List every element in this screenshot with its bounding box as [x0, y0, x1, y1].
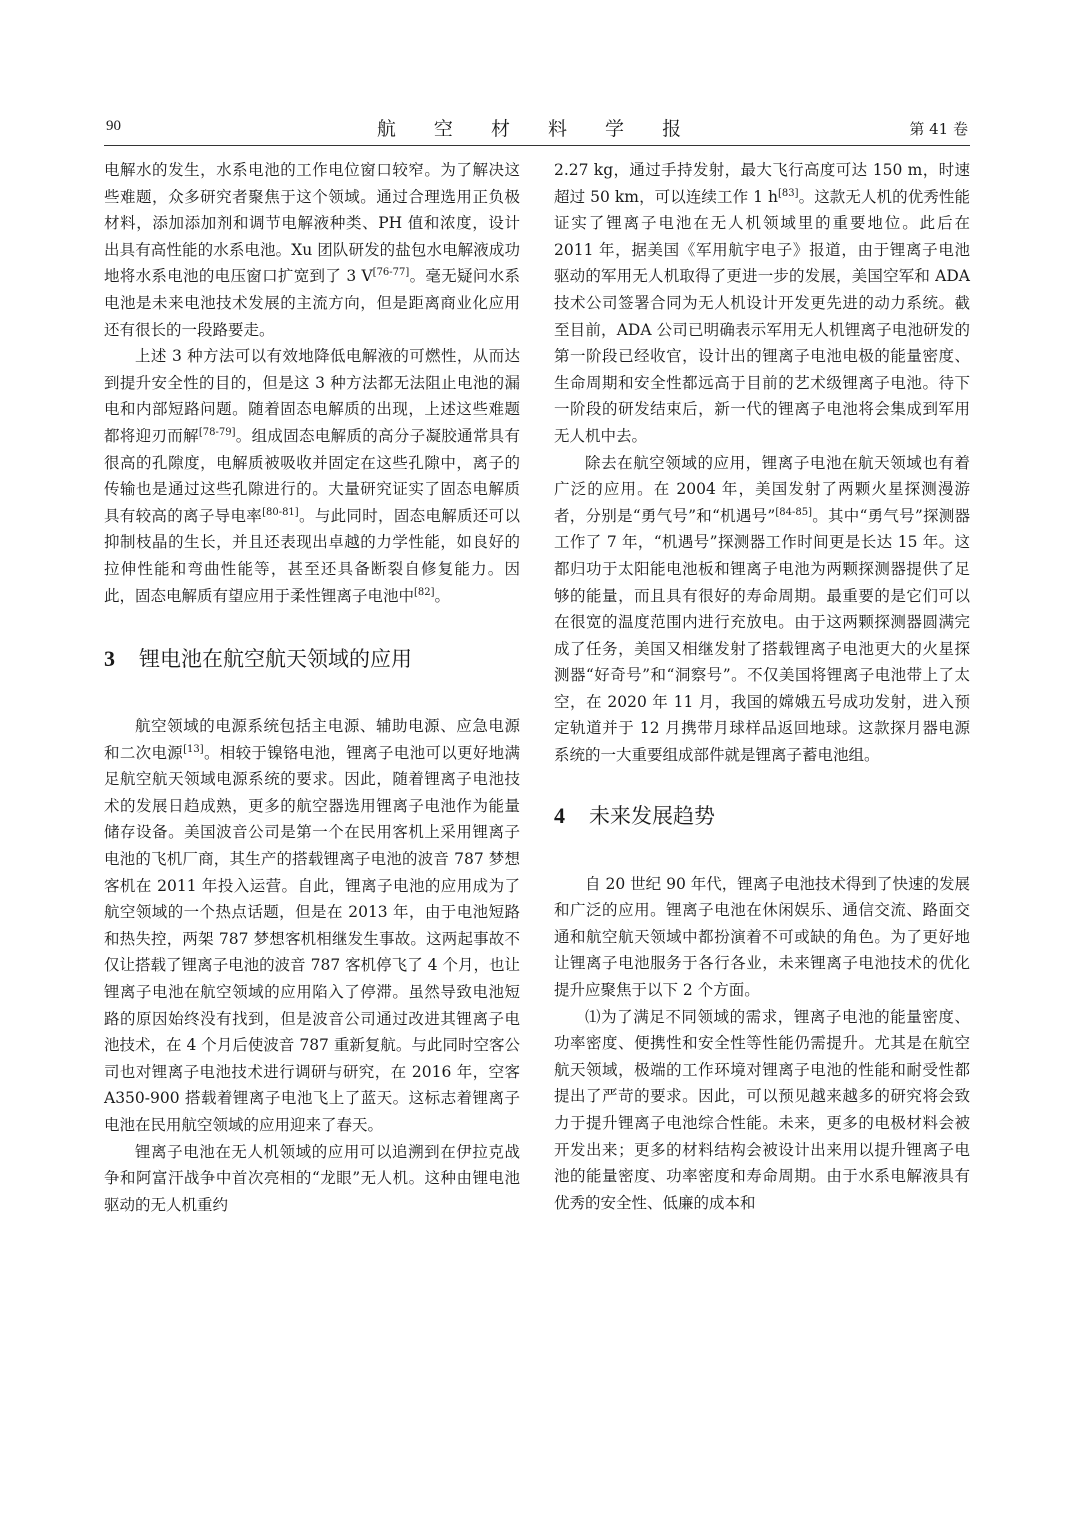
section-heading	[554, 799, 970, 835]
text-run: 2.27 kg，通过手持发射，最大飞行高度可达 150 m，时速超过 50 km，可以连续工作 1 h	[554, 161, 970, 206]
paragraph	[554, 157, 970, 450]
text-run: 。其中“勇气号”探测器工作了 7 年，“机遇号”探测器工作时间更是长达 15 年。这都归功于太阳能电池板和锂离子电池为两颗探测器提供了足够的能量，而且具有很好的寿命周期。最重要的是它们可以在很宽的温度范围内进行充放电。由于这两颗探测器圆满完成了任务，美国又相继发射了搭载锂离子电池更大的火星探测器“好奇号”和“洞察号”。不仅美国将锂离子电池带上了太空，在 2020 年 11 月，我国的嫦娥五号成功发射，进入预定轨道并于 12 月携带月球样品返回地球。这款探月器电源系统的一大重要组成部件就是锂离子蓄电池组。	[554, 506, 970, 765]
citation[interactable]: [84-85]	[775, 506, 812, 518]
citation[interactable]: [83]	[778, 187, 799, 199]
text-run: 。相较于镍铬电池，锂离子电池可以更好地满足航空航天领域电源系统的要求。因此，随着锂离子电池技术的发展日趋成熟，更多的航空器选用锂离子电池作为能量储存设备。美国波音公司是第一个在民用客机上采用锂离子电池的飞机厂商，其生产的搭载锂离子电池的波音 787 梦想客机在 2011 年投入运营。自此，锂离子电池的应用成为了航空领域的一个热点话题，但是在 2013 年，由于电池短路和热失控，两架 787 梦想客机相继发生事故。这两起事故不仅让搭载了锂离子电池的波音 787 客机停飞了 4 个月，也让锂离子电池在航空领域的应用陷入了停滞。虽然导致电池短路的原因始终没有找到，但是波音公司通过改进其锂离子电池技术，在 4 个月后使波音 787 重新复航。与此同时空客公司也对锂离子电池技术进行调研与研究，在 2016 年，空客 A350-900 搭载着锂离子电池飞上了蓝天。这标志着锂离子电池在民用航空领域的应用迎来了春天。	[104, 743, 520, 1134]
left-column	[104, 157, 520, 1218]
journal-title: 航 空 材 料 学 报	[376, 118, 698, 140]
text-run: 除去在航空领域的应用，锂离子电池在航天领域也有着广泛的应用。在 2004 年，美国发射了两颗火星探测漫游者，分别是“勇气号”和“机遇号”	[554, 453, 970, 525]
paragraph	[104, 157, 520, 343]
section-heading	[104, 641, 520, 677]
paragraph: ⑴为了满足不同领域的需求，锂离子电池的能量密度、功率密度、便携性和安全性等性能仍需提升。尤其是在航空航天领域，极端的工作环境对锂离子电池的性能和耐受性都提出了严苛的要求。因此，可以预见越来越多的研究将会致力于提升锂离子电池综合性能。未来，更多的电极材料会被开发出来；更多的材料结构会被设计出来用以提升锂离子电池的能量密度、功率密度和寿命周期。由于水系电解液具有优秀的安全性、低廉的成本和	[554, 1007, 970, 1212]
text-run: 。	[434, 586, 451, 605]
citation[interactable]: [80-81]	[262, 506, 299, 518]
section-number: 3	[104, 645, 115, 671]
section-number: 4	[554, 803, 565, 829]
paragraph	[104, 343, 520, 609]
section-title: 未来发展趋势	[589, 804, 715, 829]
citation[interactable]: [82]	[414, 586, 435, 598]
text-run: 。与此同时，固态电解质还可以抑制枝晶的生长，并且还表现出卓越的力学性能，如良好的拉伸性能和弯曲性能等，甚至还具备断裂自修复能力。因此，固态电解质有望应用于柔性锂离子电池中	[104, 506, 520, 605]
section-title: 锂电池在航空航天领域的应用	[139, 646, 412, 671]
paragraph: 锂离子电池在无人机领域的应用可以追溯到在伊拉克战争和阿富汗战争中首次亮相的“龙眼”无人机。这种由锂电池驱动的无人机重约	[104, 1142, 520, 1214]
text-run: 。组成固态电解质的高分子凝胶通常具有很高的孔隙度，电解质被吸收并固定在这些孔隙中，离子的传输也是通过这些孔隙进行的。大量研究证实了固态电解质具有较高的离子导电率	[104, 426, 520, 525]
paragraph: 自 20 世纪 90 年代，锂离子电池技术得到了快速的发展和广泛的应用。锂离子电池在休闲娱乐、通信交流、路面交通和航空航天领域中都扮演着不可或缺的角色。为了更好地让锂离子电池服务于各行各业，未来锂离子电池技术的优化提升应聚焦于以下 2 个方面。	[554, 874, 970, 1000]
text-run: 电解水的发生，水系电池的工作电位窗口较窄。为了解决这些难题，众多研究者聚焦于这个领域。通过合理选用正负极材料，添加添加剂和调节电解液种类、PH 值和浓度，设计出具有高性能的水系电池。Xu 团队研发的盐包水电解液成功地将水系电池的电压窗口扩宽到了 3 V	[104, 161, 520, 286]
text-run: 。这款无人机的优秀性能证实了锂离子电池在无人机领域里的重要地位。此后在 2011 年，据美国《军用航宇电子》报道，由于锂离子电池驱动的军用无人机取得了更进一步的发展，美国空军和 ADA 技术公司签署合同为无人机设计开发更先进的动力系统。截至目前，ADA 公司已明确表示军用无人机锂离子电池研发的第一阶段已经收官，设计出的锂离子电池电极的能量密度、生命周期和安全性都远高于目前的艺术级锂离子电池。待下一阶段的研发结束后，新一代的锂离子电池将会集成到军用无人机中去。	[554, 187, 970, 445]
text-run: 上述 3 种方法可以有效地降低电解液的可燃性，从而达到提升安全性的目的，但是这 3 种方法都无法阻止电池的漏电和内部短路问题。随着固态电解质的出现，上述这些难题都将迎刃而解	[104, 347, 520, 445]
text-run: 。毫无疑问水系电池是未来电池技术发展的主流方向，但是距离商业化应用还有很长的一段路要走。	[104, 267, 520, 339]
volume-label: 第 41 卷	[909, 120, 968, 138]
paragraph	[554, 450, 970, 769]
running-header	[104, 114, 970, 146]
citation[interactable]: [76-77]	[372, 267, 410, 279]
page-number: 90	[106, 118, 121, 134]
right-column	[554, 157, 970, 1216]
header-rule	[104, 145, 970, 146]
text-run: 航空领域的电源系统包括主电源、辅助电源、应急电源和二次电源	[104, 717, 520, 762]
citation[interactable]: [13]	[183, 743, 204, 755]
paragraph	[104, 713, 520, 1139]
citation[interactable]: [78-79]	[198, 426, 236, 438]
